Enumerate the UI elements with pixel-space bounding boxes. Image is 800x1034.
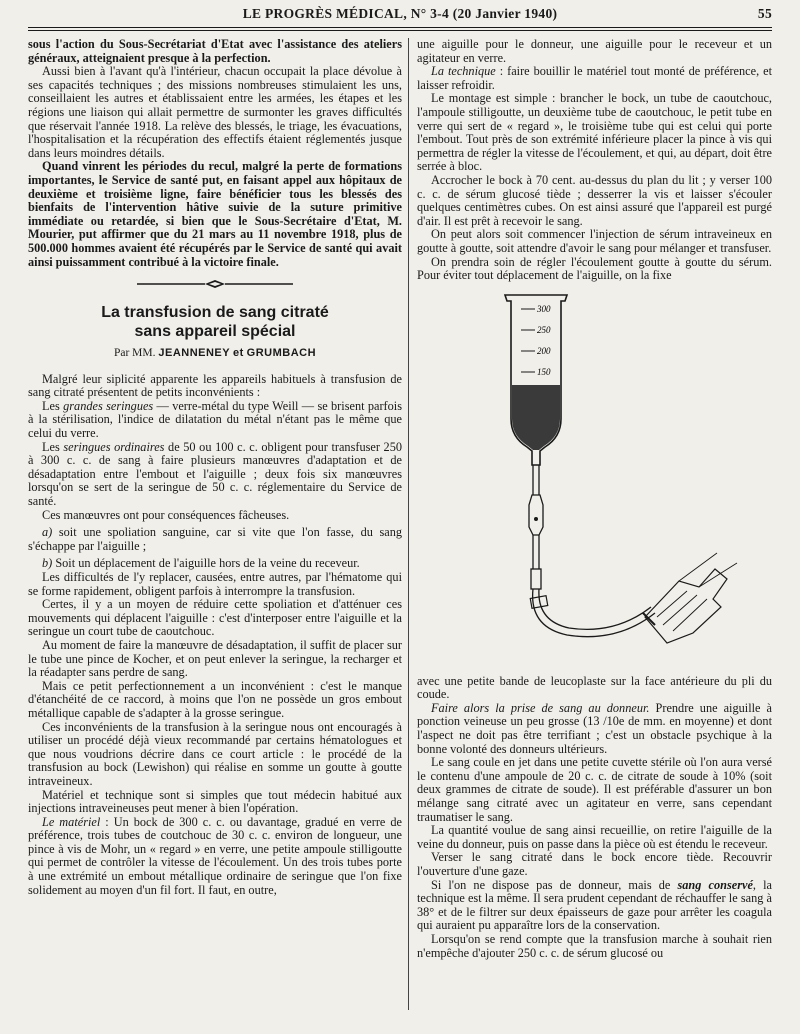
paragraph: Faire alors la prise de sang au donneur. Prendre une aiguille à ponction veineuse un peu grosse (13 /10e de mm. en moyenne) et dont l'aspect ne doit pas être terrifiant ; c'est un obstacle psychique à la bonne volonté des donneurs ultérieurs. [417, 700, 772, 756]
paragraph: une aiguille pour le donneur, une aiguille pour le receveur et un agitateur en verre. [417, 37, 772, 65]
rubber-tube [533, 535, 539, 569]
intro-paragraph: Aussi bien à l'avant qu'à l'intérieur, chacun occupait la place dévolue à ses capacités techniques ; des missions nombreuses stimulaient les uns, conseillaient les autres et établissaient entre les armées, les étapes et les régions une liaison qui allait permettre de surmonter les graves difficultés que réservait l'année 1918. La relève des blessés, le triage, les évacuations, l'hospitalisation et la récupération des effectifs étaient réglementés jusque dans leurs moindres détails. [28, 64, 402, 160]
paragraph: Malgré leur siplicité apparente les appareils habituels à transfusion de sang citraté présentent de petits inconvénients : [28, 371, 402, 400]
glass-regard [531, 569, 541, 589]
header-rule-thin [28, 30, 772, 31]
rubber-tube [533, 465, 539, 495]
author-name: JEANNENEY [158, 347, 231, 360]
list-item: a) soit une spoliation sanguine, car si vite que l'on fasse, du sang s'échappe par l'aiguille ; [28, 525, 402, 553]
intro-paragraph: Quand vinrent les périodes du recul, malgré la perte de formations importantes, le Service de santé put, en faisant appel aux hôpitaux de deuxième et troisième ligne, faire bénéficier tous les blessés des bienfaits de l'intervention hâtive suivie de la suture primitive immédiate ou retardée, si bien que le Sous-Secrétaire d'Etat, M. Mourier, put affirmer que du 21 mars au 11 novembre 1918, plus de 500.000 hommes avaient été récupérés par le Service de santé qui avait ainsi puissamment contribué à la victoire finale. [28, 159, 402, 269]
running-header [28, 6, 772, 24]
left-column [28, 38, 402, 897]
emphasis: seringues ordinaires [63, 439, 165, 454]
article-title-line: La transfusion de sang citraté [101, 304, 329, 322]
paragraph: avec une petite bande de leucoplaste sur la face antérieure du pli du coude. [417, 673, 772, 702]
paragraph: Les seringues ordinaires de 50 ou 100 c. c. obligent pour transfuser 250 à 300 c. c. de sang à faire plusieurs manœuvres d'adaptation et de désadaptation entre l'embout et l'aiguille ; deux fois six manœuvres lorsqu'on se sert de la seringue de 50 c. c. réglementaire du Service de santé. [28, 439, 402, 509]
emphasis: La technique [431, 64, 496, 79]
transfusion-apparatus-figure [417, 287, 772, 669]
intro-paragraph: sous l'action du Sous-Secrétariat d'Etat avec l'assistance des ateliers généraux, atteignaient presque à la perfection. [28, 37, 402, 65]
byline-prefix: Par MM. [113, 347, 156, 360]
header-rule [28, 27, 772, 28]
author-name: GRUMBACH [246, 347, 317, 360]
graduation-mark: 300 [537, 303, 551, 314]
paragraph: Verser le sang citraté dans le bock encore tiède. Recouvrir l'ouverture d'une gaze. [417, 850, 772, 878]
paragraph: Mais ce petit perfectionnement a un inconvénient : c'est le manque d'étanchéité de ce raccord, à moins que l'on ne possède un gros embout métallique capable de s'adapter à la grosse seringue. [28, 678, 402, 720]
paragraph: Le matériel : Un bock de 300 c. c. ou davantage, gradué en verre de préférence, trois tubes de coutchouc de 30 c. c. environ de longueur, une pince à vis de Mohr, un « regard » en verre, une petite ampoule stilligoutte qui permet de contrôler la vitesse de l'écoulement. Un des trois tubes porte à une extrémité un embout métallique ordinaire de seringue que l'on fixe solidement au moyen d'un fil fort. Il faut, en outre, [28, 814, 402, 897]
paragraph: Ces manœuvres ont pour conséquences fâcheuses. [42, 507, 290, 522]
paragraph: Au moment de faire la manœuvre de désadaptation, il suffit de placer sur le tube une pince de Kocher, et on peut enlever la seringue, la recharger et la réadapter sans perdre de sang. [28, 637, 402, 680]
byline-and: et [232, 347, 244, 360]
running-title: LE PROGRÈS MÉDICAL, N° 3-4 (20 Janvier 1940) [242, 6, 558, 21]
paragraph: Certes, il y a un moyen de réduire cette spoliation et d'atténuer ces mouvements qui déplacent l'aiguille : c'est d'interposer entre l'aiguille et la seringue un court tube de caoutchouc. [28, 597, 402, 639]
emphasis: sang conservé [677, 877, 753, 892]
section-ornament [135, 279, 295, 289]
paragraph: Si l'on ne dispose pas de donneur, mais de sang conservé, la technique est la même. Il sera prudent cependant de réchauffer le sang à 38° et de le filtrer sur deux épaisseurs de gaze pour arrêter les coagula qui auraient pu apparaître lors de la conservation. [417, 877, 772, 933]
article-title-line: sans appareil spécial [134, 323, 296, 341]
paragraph: La quantité voulue de sang ainsi recueillie, on retire l'aiguille de la veine du donneur, puis on passe dans la pièce où est étendu le receveur. [417, 823, 772, 851]
graduation-mark: 200 [537, 345, 551, 356]
paragraph: Lorsqu'on se rend compte que la transfusion marche à souhait rien n'empêche d'ajouter 250 c. c. de sérum glucosé ou [417, 931, 772, 960]
paragraph: Matériel et technique sont si simples que tout médecin habitué aux injections intraveineuses peut mener à bien l'opération. [28, 787, 402, 816]
emphasis: grandes seringues [63, 398, 154, 413]
arm-sketch [645, 569, 727, 643]
paragraph: Ces inconvénients de la transfusion à la seringue nous ont encouragés à utiliser un procédé déjà vieux recommandé par certains hématologues et que nous voudrions décrire dans ce court article : le procédé de la transfusion au bock (Lewishon) qui réalise en somme un goutte à goutte intraveineux. [28, 719, 402, 788]
paragraph: On prendra soin de régler l'écoulement goutte à goutte du sérum. Pour éviter tout déplacement de l'aiguille, on la fixe [417, 254, 772, 283]
drip-ampoule [529, 495, 543, 535]
article-title [28, 303, 402, 341]
page-number: 55 [757, 6, 772, 21]
paragraph: Accrocher le bock à 70 cent. au-dessus du plan du lit ; y verser 100 c. c. de sérum glucosé tiède ; desserrer la vis et laisser s'écouler quelques centimètres cubes. On est ainsi assuré que l'appareil est purgé d'air. Il est prêt à recevoir le sang. [417, 172, 772, 228]
right-column [417, 38, 772, 960]
list-item: b) Soit un déplacement de l'aiguille hors de la veine du receveur. [42, 556, 360, 571]
paragraph: Les grandes seringues — verre-métal du type Weill — se brisent parfois à la stérilisation, l'indice de dilatation du métal n'étant pas le même que celui du verre. [28, 398, 402, 441]
graduation-mark: 250 [537, 324, 551, 335]
column-divider [408, 38, 409, 1010]
byline [28, 347, 402, 361]
emphasis: Faire alors la prise de sang au donneur. [431, 700, 650, 715]
paragraph: On peut alors soit commencer l'injection de sérum intraveineux en goutte à goutte, soit attendre d'avoir le sang pour mélanger et transfuser. [417, 227, 772, 255]
paragraph: La technique : faire bouillir le matériel tout monté de préférence, et laisser refroidir. [417, 64, 772, 92]
emphasis: Le matériel [42, 814, 101, 829]
paragraph: Les difficultés de l'y replacer, causées, entre autres, par l'hématome qui se forme rapidement, obligent parfois à interrompre la transfusion. [28, 570, 402, 598]
paragraph: Le montage est simple : brancher le bock, un tube de caoutchouc, l'ampoule stilligoutte, un deuxième tube de caoutchouc, le petit tube en verre qui sert de « regard », le troisième tube qui est celui qui porte l'embout. Tout près de son extrémité inférieure placer la pince à vis qui permettra de régler la vitesse de l'écoulement, et qui, au départ, doit être serrée à bloc. [417, 91, 772, 174]
graduation-mark: 150 [537, 366, 551, 377]
paragraph: Le sang coule en jet dans une petite cuvette stérile où l'on aura versé le contenu d'une ampoule de 20 c. c. de citrate de soude à 10% (soit deux grammes de citrate de soude). Il est préférable d'assurer un bon mélange sang citraté avec un agitateur en verre, sans cependant traumatiser le sang. [417, 755, 772, 824]
